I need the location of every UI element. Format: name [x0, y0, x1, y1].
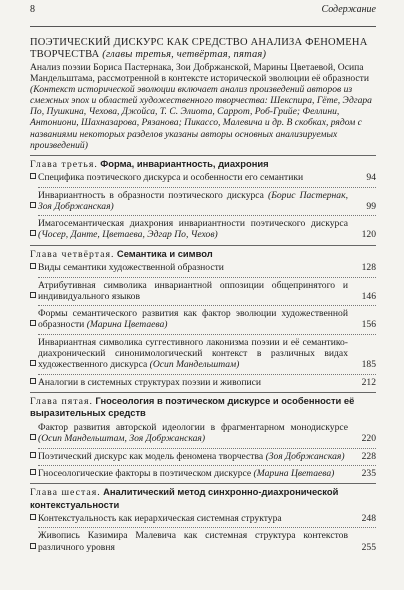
entry-title: Инвариантная символика суггестивного лаконизма поэзии и её семантико-диахронический синонимологический контекст в различных видах художественного дискурса	[38, 336, 348, 371]
toc-entry[interactable]	[30, 468, 376, 479]
entry-title: Гносеологические факторы в поэтическом дискурсе	[38, 467, 252, 479]
entry-list	[30, 262, 376, 388]
entry-title: Формы семантического развития как фактор эволюции художественной образности	[38, 308, 348, 331]
toc-entry[interactable]	[30, 422, 376, 445]
chapter-section	[30, 392, 376, 479]
part-description-italic: (Контекст исторической эволюции включает анализ произведений авторов из смежных эпох и областей художественного творчества: Шекспира, Гёте, Эдгара По, Пушкина, Чехова, Джойса, Т. С. Элиота, Саррот, Роб-Грийе; Феллини, Антониони, Шахназарова, Рязанова; Пикассо, Малевича и др. В скобках, рядом с названиями некоторых разделов указаны авторы основных анализируемых произведений)	[30, 84, 372, 151]
entry-text	[38, 422, 354, 445]
entry-title: Фактор развития авторской идеологии в фрагментарном монодискурсе	[38, 421, 348, 433]
toc-entry[interactable]	[30, 190, 376, 213]
entry-page-number: 99	[366, 200, 376, 212]
toc-entry[interactable]	[30, 308, 376, 331]
entry-text	[38, 513, 354, 524]
bullet-square-icon	[30, 468, 38, 479]
entry-title: Виды семантики художественной образности	[38, 262, 224, 274]
entry-page-number: 185	[361, 359, 376, 371]
entry-title: Имагосемантическая диахрония инвариантности поэтического дискурса	[38, 218, 348, 230]
bullet-square-icon	[30, 291, 38, 302]
entry-text	[38, 530, 354, 553]
entry-list	[30, 422, 376, 479]
chapter-title[interactable]: Семантика и символ	[116, 247, 213, 259]
toc-entry[interactable]	[30, 172, 376, 183]
entry-divider	[38, 374, 376, 375]
toc-entry[interactable]	[30, 530, 376, 553]
toc-entry[interactable]	[30, 377, 376, 388]
entry-title: Атрибутивная символика инвариантной оппозиции общепринятого и индивидуального языков	[38, 279, 348, 302]
entry-page-number: 220	[361, 433, 376, 445]
bullet-square-icon	[30, 513, 38, 524]
entry-authors: (Марина Цветаева)	[86, 319, 168, 331]
bullet-square-icon	[30, 359, 38, 370]
entry-authors: (Осип Мандельштам)	[149, 359, 240, 371]
bullet-square-icon	[30, 377, 38, 388]
entry-authors: (Борис Пастернак, Зоя Добржанская)	[38, 189, 348, 212]
entry-divider	[38, 527, 376, 528]
chapter-label: Глава пятая.	[30, 395, 93, 407]
toc-entry[interactable]	[30, 337, 376, 371]
entry-authors: (Осип Мандельштам, Зоя Добржанская)	[38, 433, 206, 445]
entry-authors: (Зоя Добржанская)	[265, 450, 345, 462]
entry-text	[38, 190, 354, 213]
chapter-section	[30, 155, 376, 241]
bullet-square-icon	[30, 262, 38, 273]
toc-entry[interactable]	[30, 218, 376, 241]
entry-page-number: 146	[361, 290, 376, 302]
entry-list	[30, 513, 376, 553]
chapter-label: Глава четвёртая.	[30, 248, 115, 260]
toc-entry[interactable]	[30, 262, 376, 273]
table-of-contents	[30, 155, 376, 553]
entry-text	[38, 280, 354, 303]
entry-page-number: 94	[366, 172, 376, 184]
entry-divider	[38, 187, 376, 188]
entry-page-number: 255	[361, 541, 376, 553]
chapter-title[interactable]: Форма, инвариантность, диахрония	[100, 157, 269, 169]
entry-text	[38, 468, 354, 479]
entry-title: Специфика поэтического дискурса и особенности его семантики	[38, 172, 304, 184]
entry-text	[38, 451, 354, 462]
running-title: Содержание	[321, 4, 376, 15]
bullet-square-icon	[30, 172, 38, 183]
part-description-text: Анализ поэзии Бориса Пастернака, Зои Добржанской, Марины Цветаевой, Осипа Мандельштама, рассмотренной в контексте исторической эволюции её образности	[30, 62, 369, 85]
bullet-square-icon	[30, 319, 38, 330]
entry-divider	[38, 305, 376, 306]
chapter-heading	[30, 158, 376, 171]
chapter-label: Глава третья.	[30, 158, 98, 170]
chapter-section	[30, 483, 376, 553]
bullet-square-icon	[30, 229, 38, 240]
entry-page-number: 235	[361, 467, 376, 479]
chapter-label: Глава шестая.	[30, 487, 101, 499]
entry-text	[38, 172, 354, 183]
bullet-square-icon	[30, 201, 38, 212]
entry-title: Контекстуальность как иерархическая системная структура	[38, 513, 282, 525]
entry-title: Поэтический дискурс как модель феномена творчества	[38, 450, 264, 462]
entry-page-number: 128	[361, 262, 376, 274]
entry-text	[38, 337, 354, 371]
part-title	[30, 37, 376, 61]
entry-title: Инвариантность в образности поэтического дискурса	[38, 189, 264, 201]
part-description	[30, 62, 376, 151]
entry-authors: (Чосер, Данте, Цветаева, Эдгар По, Чехов)	[38, 229, 218, 241]
entry-divider	[38, 465, 376, 466]
part-title-paren: (главы третья, четвёртая, пятая)	[102, 49, 267, 60]
entry-divider	[38, 215, 376, 216]
entry-text	[38, 262, 354, 273]
entry-authors: (Марина Цветаева)	[253, 467, 335, 479]
entry-divider	[38, 277, 376, 278]
entry-title: Аналогии в системных структурах поэзии и живописи	[38, 376, 261, 388]
entry-text	[38, 377, 354, 388]
page-header	[30, 0, 376, 27]
entry-text	[38, 218, 354, 241]
entry-page-number: 212	[361, 376, 376, 388]
entry-page-number: 228	[361, 450, 376, 462]
chapter-title[interactable]: Гносеология в поэтическом дискурсе и особенности её выразительных средств	[30, 394, 355, 419]
toc-entry[interactable]	[30, 280, 376, 303]
entry-title: Живопись Казимира Малевича как системная структура контекстов различного уровня	[38, 530, 348, 553]
bullet-square-icon	[30, 433, 38, 444]
entry-page-number: 120	[361, 229, 376, 241]
entry-page-number: 156	[361, 319, 376, 331]
entry-text	[38, 308, 354, 331]
chapter-heading	[30, 486, 376, 511]
entry-divider	[38, 334, 376, 335]
bullet-square-icon	[30, 451, 38, 462]
chapter-heading	[30, 248, 376, 261]
chapter-heading	[30, 395, 376, 420]
entry-list	[30, 172, 376, 240]
toc-entry[interactable]	[30, 513, 376, 524]
part-title-text: ПОЭТИЧЕСКИЙ ДИСКУРС КАК СРЕДСТВО АНАЛИЗА ФЕНОМЕНА ТВОРЧЕСТВА	[30, 37, 368, 60]
toc-entry[interactable]	[30, 451, 376, 462]
chapter-section	[30, 245, 376, 388]
page-number: 8	[30, 4, 35, 15]
chapter-title[interactable]: Аналитический метод синхронно-диахронической контекстуальности	[30, 486, 339, 510]
entry-divider	[38, 448, 376, 449]
bullet-square-icon	[30, 542, 38, 553]
entry-page-number: 248	[361, 513, 376, 525]
